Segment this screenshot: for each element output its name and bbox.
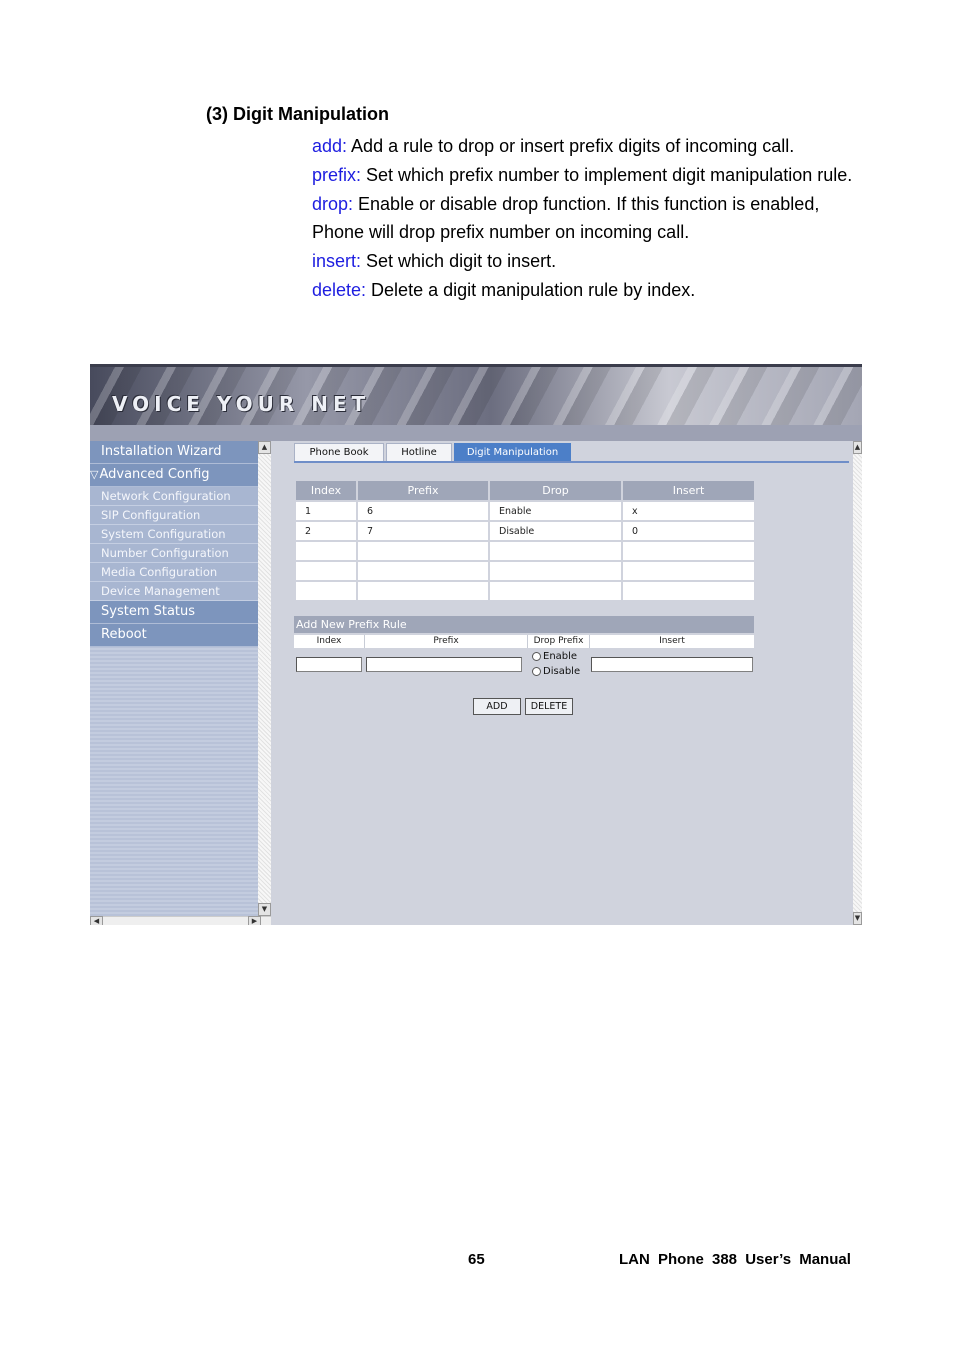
- desc-key: prefix:: [312, 164, 362, 185]
- index-input[interactable]: [296, 657, 362, 672]
- cell-prefix: [358, 582, 488, 600]
- main-vertical-scrollbar[interactable]: [853, 441, 862, 925]
- desc-add: [312, 132, 872, 161]
- cell-insert: [623, 562, 754, 580]
- prefix-input[interactable]: [366, 657, 522, 672]
- cell-index: 1: [296, 502, 356, 520]
- cell-prefix: 6: [358, 502, 488, 520]
- cell-drop: [490, 542, 621, 560]
- table-row: [296, 582, 754, 600]
- table-header-row: [296, 481, 754, 500]
- nav-device-management[interactable]: Device Management: [90, 582, 258, 601]
- table-row: [296, 562, 754, 580]
- radio-enable-label: Enable: [543, 651, 578, 662]
- cell-prefix: 7: [358, 522, 488, 540]
- tab-hotline[interactable]: Hotline: [386, 443, 452, 462]
- cell-drop: [490, 582, 621, 600]
- nav-number-configuration[interactable]: Number Configuration: [90, 544, 258, 563]
- add-button[interactable]: ADD: [473, 698, 521, 715]
- left-vertical-scrollbar[interactable]: [258, 441, 271, 916]
- desc-text: Delete a digit manipulation rule by index.: [366, 279, 696, 300]
- banner-stripe: [90, 425, 862, 441]
- cell-index: [296, 542, 356, 560]
- cell-drop: [490, 562, 621, 580]
- scroll-up-icon[interactable]: ▲: [853, 441, 862, 454]
- drop-enable-radio[interactable]: [532, 651, 577, 662]
- add-rule-inputs: [294, 648, 754, 682]
- cell-insert: [623, 582, 754, 600]
- rules-table: [294, 479, 756, 602]
- desc-text: Enable or disable drop function. If this function is enabled, Phone will drop prefix number on incoming call.: [312, 193, 820, 243]
- tab-underline: [294, 461, 849, 463]
- desc-key: add:: [312, 136, 348, 156]
- scroll-right-icon[interactable]: ▶: [248, 916, 261, 925]
- header-banner: [90, 364, 862, 425]
- scroll-up-icon[interactable]: ▲: [258, 441, 271, 454]
- add-prefix-rule-form: [294, 616, 754, 682]
- scroll-left-icon[interactable]: ◀: [90, 916, 103, 925]
- manual-title: LAN Phone 388 User’s Manual: [619, 1251, 851, 1268]
- delete-button[interactable]: DELETE: [525, 698, 573, 715]
- cell-drop: Enable: [490, 502, 621, 520]
- left-navigation: [90, 441, 258, 916]
- desc-delete: [312, 276, 872, 305]
- cell-drop: Disable: [490, 522, 621, 540]
- add-rule-title: Add New Prefix Rule: [294, 616, 754, 633]
- desc-key: insert:: [312, 251, 362, 272]
- cell-index: 2: [296, 522, 356, 540]
- radio-circle-icon: [532, 667, 541, 676]
- drop-disable-radio[interactable]: [532, 666, 580, 677]
- cell-index: [296, 582, 356, 600]
- nav-advanced-config[interactable]: [90, 464, 258, 487]
- radio-circle-icon: [532, 652, 541, 661]
- insert-input[interactable]: [591, 657, 753, 672]
- nav-network-configuration[interactable]: Network Configuration: [90, 487, 258, 506]
- radio-disable-label: Disable: [543, 666, 581, 677]
- desc-prefix: [312, 161, 872, 190]
- column-header-prefix: Prefix: [358, 481, 488, 500]
- add-rule-header: [294, 635, 754, 648]
- tab-digit-manipulation[interactable]: Digit Manipulation: [454, 443, 571, 462]
- tab-phone-book[interactable]: Phone Book: [294, 443, 384, 462]
- add-header-insert: Insert: [659, 636, 685, 646]
- nav-system-configuration[interactable]: System Configuration: [90, 525, 258, 544]
- add-header-index: Index: [294, 635, 365, 648]
- page-number: 65: [468, 1251, 485, 1268]
- table-row[interactable]: [296, 522, 754, 540]
- desc-text: Set which prefix number to implement digit manipulation rule.: [361, 164, 853, 185]
- scroll-down-icon[interactable]: ▼: [853, 912, 862, 925]
- cell-prefix: [358, 562, 488, 580]
- add-header-drop-prefix: Drop Prefix: [528, 635, 590, 648]
- cell-prefix: [358, 542, 488, 560]
- table-row[interactable]: [296, 502, 754, 520]
- left-horizontal-scrollbar[interactable]: [90, 916, 271, 925]
- triangle-down-icon: ▽: [90, 468, 99, 481]
- column-header-drop: Drop: [490, 481, 621, 500]
- nav-media-configuration[interactable]: Media Configuration: [90, 563, 258, 582]
- add-header-prefix: Prefix: [365, 635, 528, 648]
- scroll-down-icon[interactable]: ▼: [258, 903, 271, 916]
- brand-logo: VOICE YOUR NET: [112, 392, 371, 416]
- desc-key: drop:: [312, 193, 354, 214]
- desc-insert: [312, 247, 872, 276]
- nav-advanced-config-label: Advanced Config: [99, 467, 210, 482]
- cell-insert: 0: [623, 522, 754, 540]
- desc-text: Add a rule to drop or insert prefix digits of incoming call.: [347, 136, 795, 156]
- desc-text: Set which digit to insert.: [361, 251, 557, 272]
- nav-sip-configuration[interactable]: SIP Configuration: [90, 506, 258, 525]
- nav-installation-wizard[interactable]: Installation Wizard: [90, 441, 258, 464]
- cell-index: [296, 562, 356, 580]
- description-list: [312, 132, 872, 305]
- cell-insert: x: [623, 502, 754, 520]
- desc-key: delete:: [312, 279, 367, 300]
- desc-drop: [312, 190, 872, 248]
- section-title: (3) Digit Manipulation: [206, 104, 389, 124]
- cell-insert: [623, 542, 754, 560]
- column-header-insert: Insert: [623, 481, 754, 500]
- nav-reboot[interactable]: Reboot: [90, 624, 258, 647]
- table-row: [296, 542, 754, 560]
- nav-system-status[interactable]: System Status: [90, 601, 258, 624]
- column-header-index: Index: [296, 481, 356, 500]
- web-ui-screenshot: [90, 364, 862, 925]
